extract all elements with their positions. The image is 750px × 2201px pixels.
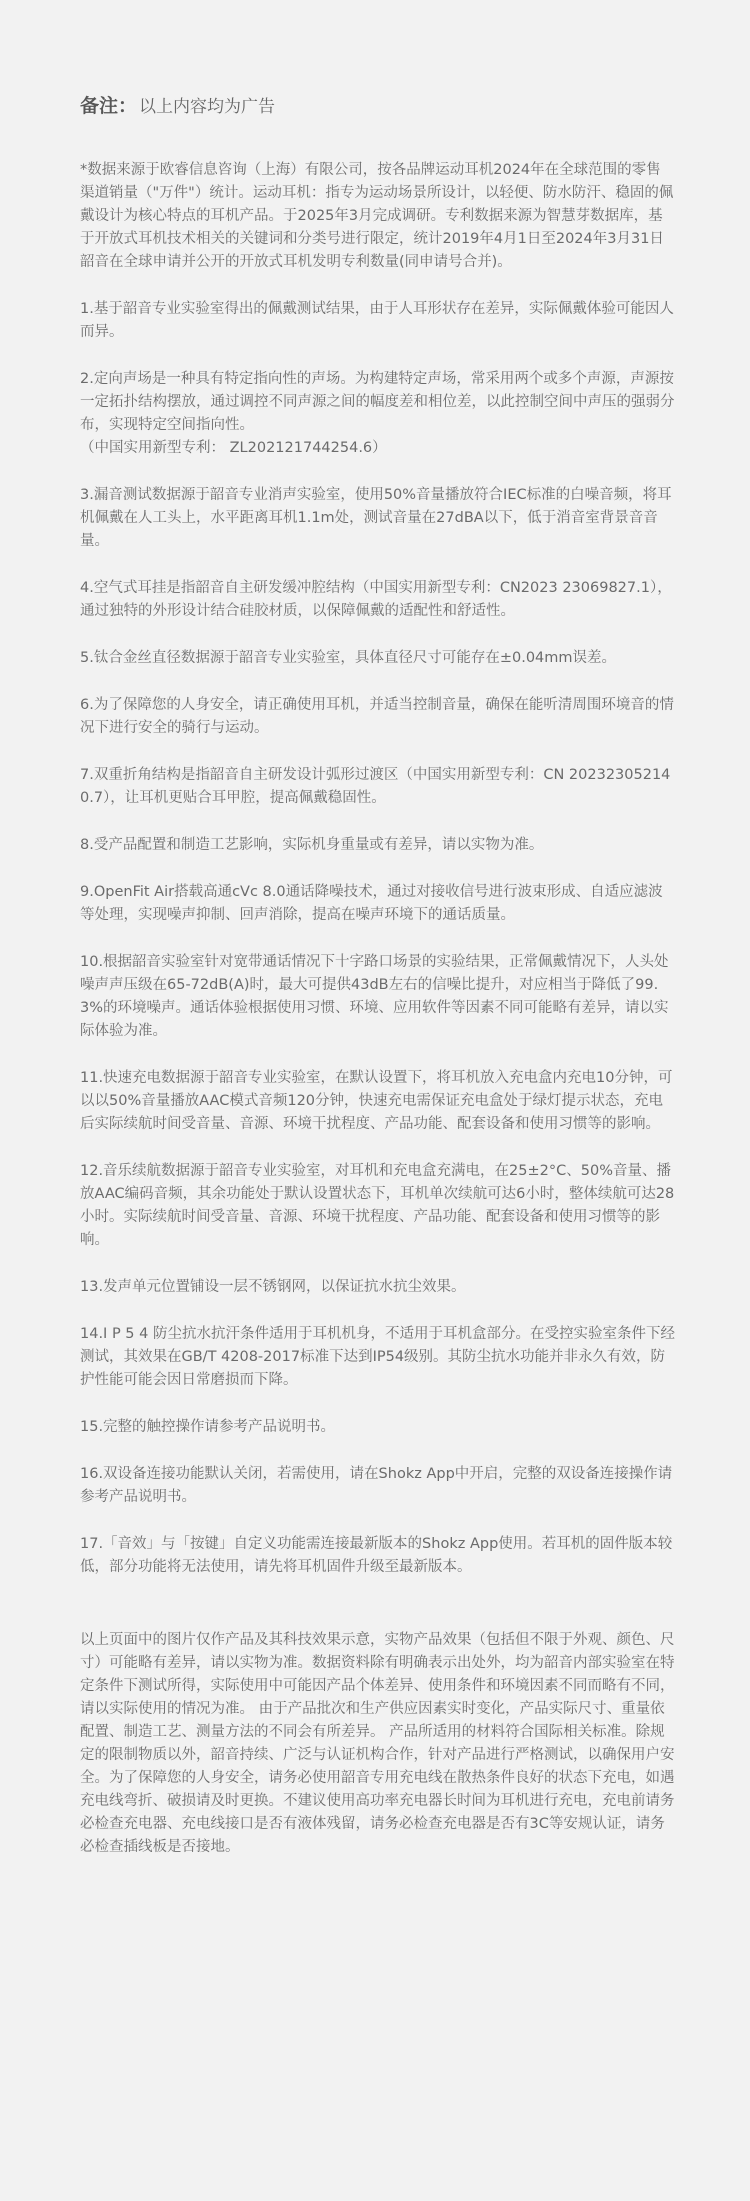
remark-label: 备注： [80,95,138,117]
section-spacer [80,1603,675,1629]
note-4: 4.空气式耳挂是指韶音自主研发缓冲腔结构（中国实用新型专利：CN2023 23069827.1），通过独特的外形设计结合硅胶材质，以保障佩戴的适配性和舒适性。 [80,580,672,619]
note-7: 7.双重折角结构是指韶音自主研发设计弧形过渡区（中国实用新型专利：CN 202323052140.7），让耳机更贴合耳甲腔，提高佩戴稳固性。 [80,767,671,806]
intro-paragraph: *数据来源于欧睿信息咨询（上海）有限公司，按各品牌运动耳机2024年在全球范围的零售渠道销量（"万件"）统计。运动耳机：指专为运动场景所设计，以轻便、防水防汗、稳固的佩戴设计为核心特点的耳机产品。于2025年3月完成调研。专利数据来源为智慧芽数据库，基于开放式耳机技术相关的关键词和分类号进行限定，统计2019年4月1日至2024年3月31日韶音在全球申请并公开的开放式耳机发明专利数量(同申请号合并)。 [80,162,674,270]
note-12: 12.音乐续航数据源于韶音专业实验室，对耳机和充电盒充满电，在25±2°C、50%音量、播放AAC编码音频，其余功能处于默认设置状态下，耳机单次续航可达6小时，整体续航可达28小时。实际续航时间受音量、音源、环境干扰程度、产品功能、配套设备和使用习惯等的影响。 [80,1163,675,1248]
remark-note: 以上内容均为广告 [139,97,276,117]
note-11: 11.快速充电数据源于韶音专业实验室，在默认设置下，将耳机放入充电盒内充电10分钟，可以以50%音量播放AAC模式音频120分钟，快速充电需保证充电盒处于绿灯提示状态，充电后实际续航时间受音量、音源、环境干扰程度、产品功能、配套设备和使用习惯等的影响。 [80,1070,673,1132]
note-3: 3.漏音测试数据源于韶音专业消声实验室，使用50%音量播放符合IEC标准的白噪音频，将耳机佩戴在人工头上，水平距离耳机1.1m处，测试音量在27dBA以下，低于消音室背景音音量。 [80,487,672,549]
note-2: 2.定向声场是一种具有特定指向性的声场。为构建特定声场，常采用两个或多个声源，声源按一定拓扑结构摆放，通过调控不同声源之间的幅度差和相位差，以此控制空间中声压的强弱分布，实现特定空间指向性。 （中国实用新型专利： ZL202121744254.6） [80,371,675,456]
note-17: 17.「音效」与「按键」自定义功能需连接最新版本的Shokz App使用。若耳机的固件版本较低，部分功能将无法使用，请先将耳机固件升级至最新版本。 [80,1536,673,1575]
note-1: 1.基于韶音专业实验室得出的佩戴测试结果，由于人耳形状存在差异，实际佩戴体验可能因人而异。 [80,301,674,340]
note-13: 13.发声单元位置铺设一层不锈钢网，以保证抗水抗尘效果。 [80,1279,466,1295]
note-14: 14.I P 5 4 防尘抗水抗汗条件适用于耳机机身，不适用于耳机盒部分。在受控实验室条件下经测试，其效果在GB/T 4208-2017标准下达到IP54级别。其防尘抗水功能并非永久有效，防护性能可能会因日常磨损而下降。 [80,1326,675,1388]
note-5: 5.钛合金丝直径数据源于韶音专业实验室，具体直径尺寸可能存在±0.04mm误差。 [80,650,617,666]
note-15: 15.完整的触控操作请参考产品说明书。 [80,1419,336,1435]
note-10: 10.根据韶音实验室针对宽带通话情况下十字路口场景的实验结果，正常佩戴情况下，人头处噪声声压级在65-72dB(A)时，最大可提供43dB左右的信噪比提升，对应相当于降低了99.3%的环境噪声。通话体验根据使用习惯、环境、应用软件等因素不同可能略有差异，请以实际体验为准。 [80,954,669,1039]
remark-header [80,94,675,119]
note-16: 16.双设备连接功能默认关闭，若需使用，请在Shokz App中开启，完整的双设备连接操作请参考产品说明书。 [80,1466,673,1505]
note-9: 9.OpenFit Air搭载高通cVc 8.0通话降噪技术，通过对接收信号进行波束形成、自适应滤波等处理，实现噪声抑制、回声消除，提高在噪声环境下的通话质量。 [80,884,663,923]
note-8: 8.受产品配置和制造工艺影响，实际机身重量或有差异，请以实物为准。 [80,837,544,853]
note-6: 6.为了保障您的人身安全，请正确使用耳机，并适当控制音量，确保在能听清周围环境音的情况下进行安全的骑行与运动。 [80,697,674,736]
disclaimer-paragraph: 以上页面中的图片仅作产品及其科技效果示意，实物产品效果（包括但不限于外观、颜色、尺寸）可能略有差异，请以实物为准。数据资料除有明确表示出处外，均为韶音内部实验室在特定条件下测试所得，实际使用中可能因产品个体差异、使用条件和环境因素不同而略有不同，请以实际使用的情况为准。 由于产品批次和生产供应因素实时变化，产品实际尺寸、重量依配置、制造工艺、测量方法的不同会有所差异。 产品所适用的材料符合国际相关标准。除规定的限制物质以外，韶音持续、广泛与认证机构合作，针对产品进行严格测试，以确保用户安全。为了保障您的人身安全，请务必使用韶音专用充电线在散热条件良好的状态下充电，如遇充电线弯折、破损请及时更换。不建议使用高功率充电器长时间为耳机进行充电，充电前请务必检查充电器、充电线接口是否有液体残留，请务必检查充电器是否有3C等安规认证，请务必检查插线板是否接地。 [80,1632,675,1855]
